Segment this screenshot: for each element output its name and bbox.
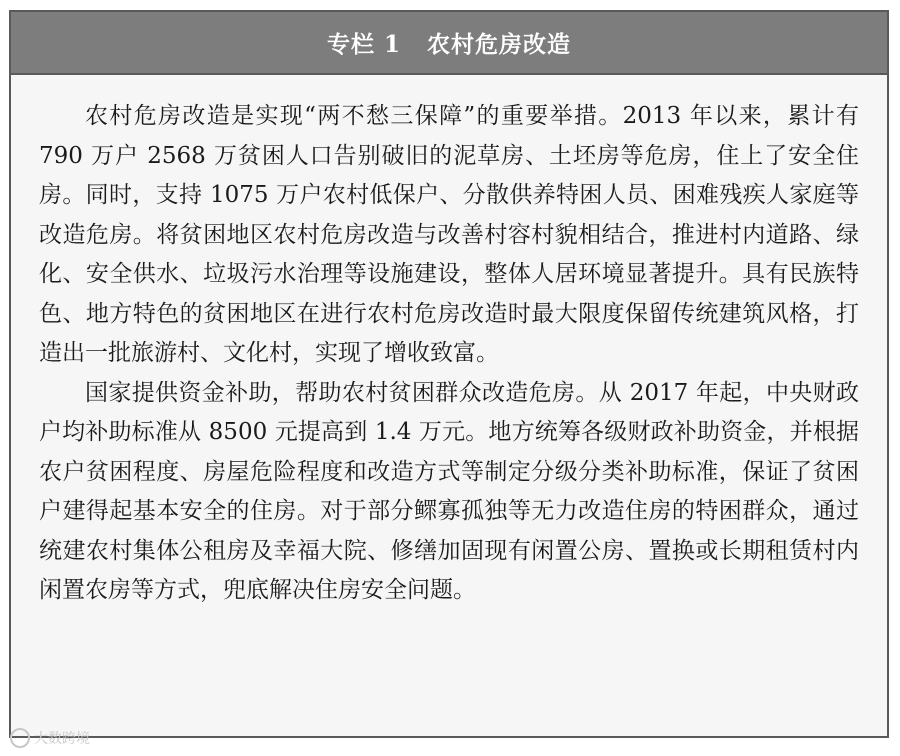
box-body [11,75,887,611]
column-title: 农村危房改造 [427,31,571,58]
column-label: 专栏 1 [326,31,401,58]
watermark-logo-icon [10,728,30,748]
paragraph-1: 农村危房改造是实现“两不愁三保障”的重要举措。2013 年以来，累计有 790 万户 2568 万贫困人口告别破旧的泥草房、土坯房等危房，住上了安全住房。同时，支持 1075 万户农村低保户、分散供养特困人员、困难残疾人家庭等改造危房。将贫困地区农村危房改造与改善村容村貌相结合，推进村内道路、绿化、安全供水、垃圾污水治理等设施建设，整体人居环境显著提升。具有民族特色、地方特色的贫困地区在进行农村危房改造时最大限度保留传统建筑风格，打造出一批旅游村、文化村，实现了增收致富。 [39,103,859,366]
watermark [10,728,90,748]
box-header [11,12,887,75]
paragraph-2: 国家提供资金补助，帮助农村贫困群众改造危房。从 2017 年起，中央财政户均补助标准从 8500 元提高到 1.4 万元。地方统筹各级财政补助资金，并根据农户贫困程度、房屋危险程度和改造方式等制定分级分类补助标准，保证了贫困户建得起基本安全的住房。对于部分鳏寡孤独等无力改造住房的特困群众，通过统建农村集体公租房及幸福大院、修缮加固现有闲置公房、置换或长期租赁村内闲置农房等方式，兜底解决住房安全问题。 [39,379,859,603]
sidebar-box [9,10,889,738]
watermark-text: 大数跨境 [34,731,90,747]
